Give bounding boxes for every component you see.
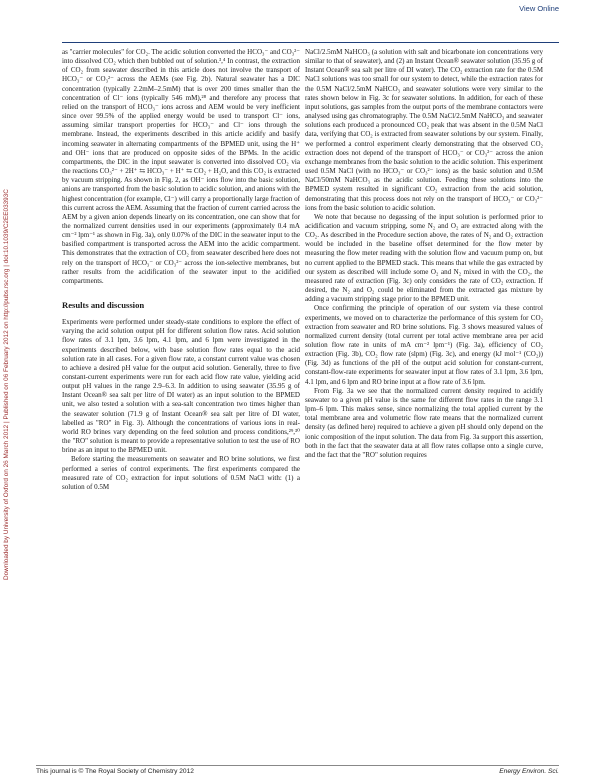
paragraph: From Fig. 3a we see that the normalized current density required to acidify seawater to a given pH value is the same for different flow rates in the range 3.1 lpm–6 lpm. This makes sense, since normalizing the total applied current by the total membrane area and volumetric flow rate means that the normalized current density (as defined here) required to achieve a given pH should only depend on the ionic composition of the input solution. The data from Fig. 3a support this assertion, both in the fact that the seawater data at all flow rates collapse onto a single curve, and the fact that the "RO" solution requires [305, 386, 543, 459]
paragraph: We note that because no degassing of the input solution is performed prior to acidification and vacuum stripping, some N₂ and O₂ are extracted along with the CO₂. As described in the Procedure section above, the rates of N₂ and O₂ extraction would be included in the baseline offset determined for the flow meter by measuring the flow meter reading with the solution flow and vacuum pump on, but no current applied to the BPMED stack. This means that while the gas extracted by our system as described will include some O₂ and N₂ mixed in with the CO₂, the measured rate of extraction (Fig. 3c) only considers the rate of CO₂ extraction. If desired, the N₂ and O₂ could be eliminated from the extracted gas mixture by adding a vacuum stripping stage prior to the BPMED unit. [305, 212, 543, 304]
left-column [62, 48, 300, 492]
paragraph: NaCl/2.5mM NaHCO₃ (a solution with salt and bicarbonate ion concentrations very similar to that of seawater), and (2) an Instant Ocean® seawater solution (35.95 g of Instant Ocean® sea salt per litre of DI water). The CO₂ extraction rate for the 0.5M NaCl solutions was too small for our system to detect, while the extraction rates for the 0.5M NaCl/2.5mM NaHCO₃ and seawater solutions were very similar to the rates shown below in Fig. 3c for seawater solutions. In addition, for each of these input solutions, gas samples from the output ports of the membrane contactors were analysed using gas chromatography. The 0.5M NaCl/2.5mM NaHCO₃ and seawater solutions each produced a pronounced CO₂ peak that was absent in the 0.5M NaCl data, verifying that CO₂ is extracted from seawater solutions by our system. Finally, we performed a control experiment clearly demonstrating that the observed CO₂ extraction does not depend of the transport of HCO₃⁻ or CO₃²⁻ across the anion exchange membranes from the basic solution to the acidic solution. This experiment used 0.5M NaCl (with no HCO₃⁻ or CO₃²⁻ ions) as the basic solution and 0.5M NaCl/50mM NaHCO₃ as the acidic solution. Feeding these solutions into the BPMED system resulted in significant CO₂ extraction from the acid solution, demonstrating that this process does not rely on the transport of HCO₃⁻ or CO₃²⁻ ions from the basic solution to acidic solution. [305, 48, 543, 212]
copyright-notice: This journal is © The Royal Society of Chemistry 2012 [36, 768, 194, 775]
right-column [305, 48, 543, 460]
download-banner-text: Downloaded by University of Oxford on 26 March 2012 | Published on 06 February 2012 on http://pubs.rsc.org | doi:10.1039/C2EE03393C [3, 189, 10, 580]
paragraph: as "carrier molecules" for CO₂. The acidic solution converted the HCO₃⁻ and CO₃²⁻ into dissolved CO₂ which then bubbled out of solution.³,⁴ In contrast, the extraction of CO₂ from seawater described in this article does not involve the transport of HCO₃⁻ or CO₃²⁻ across the AEMs (see Fig. 2b). Natural seawater has a DIC concentration (typically 2.2mM–2.5mM) that is over 200 times smaller than the concentration of Cl⁻ ions (typically 546 mM),²⁸ and therefore any process that relied on the transport of HCO₃⁻ ions across and AEM would be very inefficient since over 99.5% of the applied energy would be used to transport Cl⁻ ions, assuming similar transport properties for HCO₃⁻ and Cl⁻ ions through the membrane. Instead, the experiments described in this article acidify and basify incoming seawater in alternating compartments of the BPMED unit, using the H⁺ and OH⁻ ions that are produced on opposite sides of the BPMs. In the acidic compartments, the DIC in the input seawater is converted into dissolved CO₂ via the reactions CO₃²⁻ + 2H⁺ ⇆ HCO₃⁻ + H⁺ ⇆ CO₂ + H₂O, and this CO₂ is extracted by vacuum stripping. As shown in Fig. 2, as OH⁻ ions flow into the basic solution, anions are transported from the basic solution to acidic solution, and anions with the highest concentration (for example, Cl⁻) will carry a proportionally large fraction of this current across the AEM. Assuming that the fraction of current carried across the AEM by a given anion depends linearly on its concentration, one can show that for the normalized current densities used in our experiments (approximately 0.4 mA cm⁻² lpm⁻¹ as shown in Fig. 3a), only 0.07% of the DIC in the seawater input to the basified compartment is transported across the AEM into the acidic compartment. This demonstrates that the extraction of CO₂ from seawater described here does not rely on the transport of HCO₃⁻ or CO₃²⁻ across the ion-selective membranes, but rather results from the acidification of the seawater input to the acidified compartments. [62, 48, 300, 285]
header-rule [62, 42, 559, 43]
download-banner [2, 150, 24, 580]
paragraph: Before starting the measurements on seawater and RO brine solutions, we first performed a series of control experiments. The first experiments compared the measured rate of CO₂ extraction for input solutions of 0.5M NaCl with: (1) a solution of 0.5M [62, 455, 300, 491]
view-online-link[interactable]: View Online [519, 4, 559, 13]
section-heading: Results and discussion [62, 300, 145, 311]
journal-name: Energy Environ. Sci. [499, 768, 559, 775]
footer-rule [36, 765, 559, 766]
paragraph: Experiments were performed under steady-state conditions to explore the effect of varying the acid solution output pH for different solution flow rates. Acid solution flow rates of 3.1 lpm, 3.6 lpm, 4.1 lpm, and 6 lpm were investigated in the experiments described below, with base solution flow rates equal to the acid solution rate in all cases. For a given flow rate, a constant current value was chosen to achieve a desired pH value for the output acid solution. Generally, three to five constant-current experiments were run for each acid flow rate value, yielding acid output pH values in the range 2.9–6.3. In addition to using seawater (35.95 g of Instant Ocean® sea salt per litre of DI water) as an input solution to the BPMED unit, we also tested a solution with a sea-salt concentration two times higher than the seawater solution (71.9 g of Instant Ocean® sea salt per litre of DI water, labelled as "RO" in Fig. 3). Although the concentrations of various ions in real-world RO brines vary depending on the feed solution and process conditions,²⁹,³⁰ the "RO" solution is meant to provide a representative solution to test the use of RO brine as an input to the BPMED unit. [62, 318, 300, 455]
paragraph: Once confirming the principle of operation of our system via these control experiments, we moved on to characterize the performance of this system for CO₂ extraction from seawater and RO brine solutions. Fig. 3 shows measured values of normalized current density (total current per total active membrane area per acid solution flow rate in units of mA cm⁻² lpm⁻¹) (Fig. 3a), efficiency of CO₂ extraction (Fig. 3b), CO₂ flow rate (slpm) (Fig. 3c), and energy (kJ mol⁻¹ (CO₂)) (Fig. 3d) as functions of the pH of the output acid solution for constant-current, constant-flow-rate experiments for seawater input at flow rates of 3.1 lpm, 3.6 lpm, 4.1 lpm, and 6 lpm and RO brine input at a flow rate of 3.6 lpm. [305, 304, 543, 386]
